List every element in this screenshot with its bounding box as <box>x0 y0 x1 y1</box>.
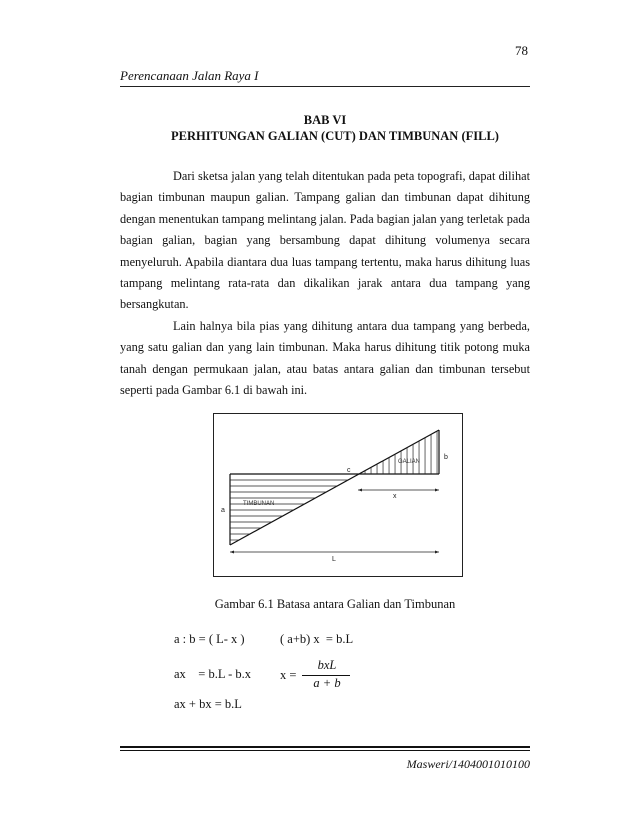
footer-author: Masweri/1404001010100 <box>406 757 530 771</box>
paragraph: Dari sketsa jalan yang telah ditentukan pada peta topografi, dapat dilihat bagian timbunan maupun galian. Tampang galian dan timbunan dapat dihitung dengan menentukan tampang melintang jalan. Pada bagian jalan yang terletak pada bagian galian, bagian yang bersambung dapat dihitung volumenya secara menyeluruh. Apabila diantara dua luas tampang tertentu, maka harus dihitung luas tampang melintang rata-rata dan dikalikan jarak antara dua tampang yang bersangkutan. <box>120 169 530 312</box>
fraction-lhs: x = <box>280 668 297 682</box>
paragraph: Lain halnya bila pias yang dihitung antara dua tampang yang berbeda, yang satu galian dan yang lain timbunan. Maka harus dihitung titik potong muka tanah dengan permukaan jalan, atau batas antara galian dan timbunan tersebut seperti pada Gambar 6.1 di bawah ini. <box>120 318 530 398</box>
footer-rule-thin <box>120 750 530 751</box>
timbunan-label: TIMBUNAN <box>243 501 275 507</box>
point-c-label: c <box>347 467 351 474</box>
x-label: x <box>393 493 397 500</box>
formula-ratio: a : b = ( L- x ) <box>174 632 245 646</box>
formula-ab-x: ( a+b) x = b.L <box>280 632 354 646</box>
galian-label: GALIAN <box>398 459 421 465</box>
L-label: L <box>332 556 336 563</box>
point-b-label: b <box>444 454 448 461</box>
chapter-number: BAB VI <box>303 113 347 127</box>
fraction-denominator: a + b <box>313 676 341 690</box>
figure-caption: Gambar 6.1 Batasa antara Galian dan Timbunan <box>214 597 456 611</box>
fraction-numerator: bxL <box>317 658 337 672</box>
header-rule <box>120 86 530 87</box>
footer-rule-thick <box>120 746 530 748</box>
page-number: 78 <box>515 43 528 58</box>
running-title: Perencanaan Jalan Raya I <box>120 68 259 83</box>
cut-fill-figure <box>213 413 463 577</box>
formula-sum: ax + bx = b.L <box>174 697 242 711</box>
body-text <box>120 166 530 401</box>
point-a-label: a <box>221 507 225 514</box>
formula-ax: ax = b.L - b.x <box>174 667 252 681</box>
chapter-title: PERHITUNGAN GALIAN (CUT) DAN TIMBUNAN (FILL) <box>171 129 499 143</box>
